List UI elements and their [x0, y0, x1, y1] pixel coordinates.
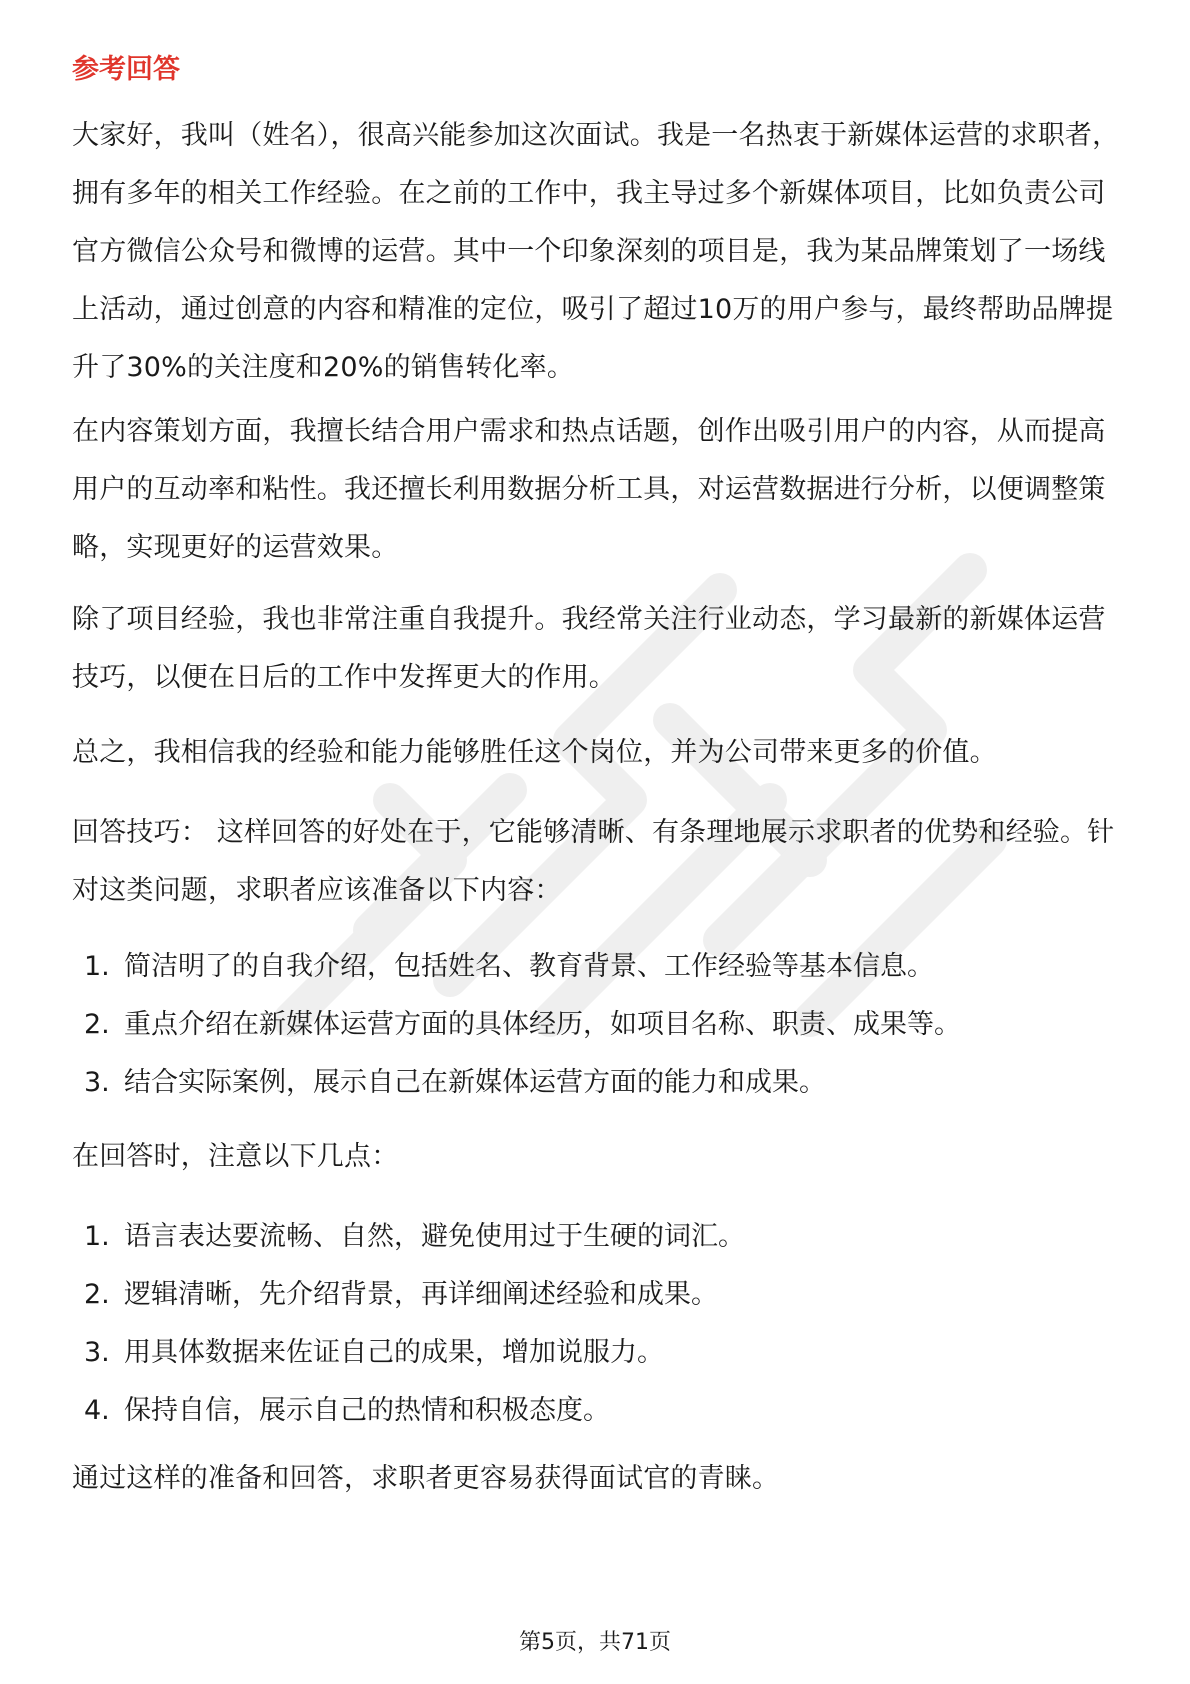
closing-paragraph: 通过这样的准备和回答，求职者更容易获得面试官的青睐。: [72, 1463, 780, 1494]
section-heading: 参考回答: [72, 54, 180, 85]
answer-paragraph-1: 大家好，我叫（姓名），很高兴能参加这次面试。我是一名热衷于新媒体运营的求职者，拥有多年的相关工作经验。在之前的工作中，我主导过多个新媒体项目，比如负责公司官方微信公众号和微博的运营。其中一个印象深刻的项目是，我为某品牌策划了一场线上活动，通过创意的内容和精准的定位，吸引了超过10万的用户参与，最终帮助品牌提升了30%的关注度和20%的销售转化率。: [72, 120, 1120, 383]
answer-paragraph-2: 在内容策划方面，我擅长结合用户需求和热点话题，创作出吸引用户的内容，从而提高用户的互动率和粘性。我还擅长利用数据分析工具，对运营数据进行分析，以便调整策略，实现更好的运营效果。: [72, 416, 1106, 563]
list-item: 3. 结合实际案例，展示自己在新媒体运营方面的能力和成果。: [84, 1067, 826, 1098]
list-item: 1. 语言表达要流畅、自然，避免使用过于生硬的词汇。: [84, 1221, 745, 1252]
answer-tips-paragraph: 回答技巧： 这样回答的好处在于，它能够清晰、有条理地展示求职者的优势和经验。针对这类问题，求职者应该准备以下内容：: [72, 817, 1115, 906]
preparation-list: [84, 938, 961, 1112]
list-item: 2. 逻辑清晰，先介绍背景，再详细阐述经验和成果。: [84, 1279, 718, 1310]
tips-list: [84, 1208, 745, 1440]
list-item: 4. 保持自信，展示自己的热情和积极态度。: [84, 1395, 610, 1426]
answer-paragraph-4: 总之，我相信我的经验和能力能够胜任这个岗位，并为公司带来更多的价值。: [72, 737, 997, 768]
answer-paragraph-3: 除了项目经验，我也非常注重自我提升。我经常关注行业动态，学习最新的新媒体运营技巧，以便在日后的工作中发挥更大的作用。: [72, 604, 1106, 693]
list-item: 1. 简洁明了的自我介绍，包括姓名、教育背景、工作经验等基本信息。: [84, 951, 934, 982]
list-item: 3. 用具体数据来佐证自己的成果，增加说服力。: [84, 1337, 664, 1368]
page-number-footer: 第5页，共71页: [519, 1630, 671, 1655]
list-item: 2. 重点介绍在新媒体运营方面的具体经历，如项目名称、职责、成果等。: [84, 1009, 961, 1040]
note-heading: 在回答时，注意以下几点：: [72, 1141, 399, 1172]
